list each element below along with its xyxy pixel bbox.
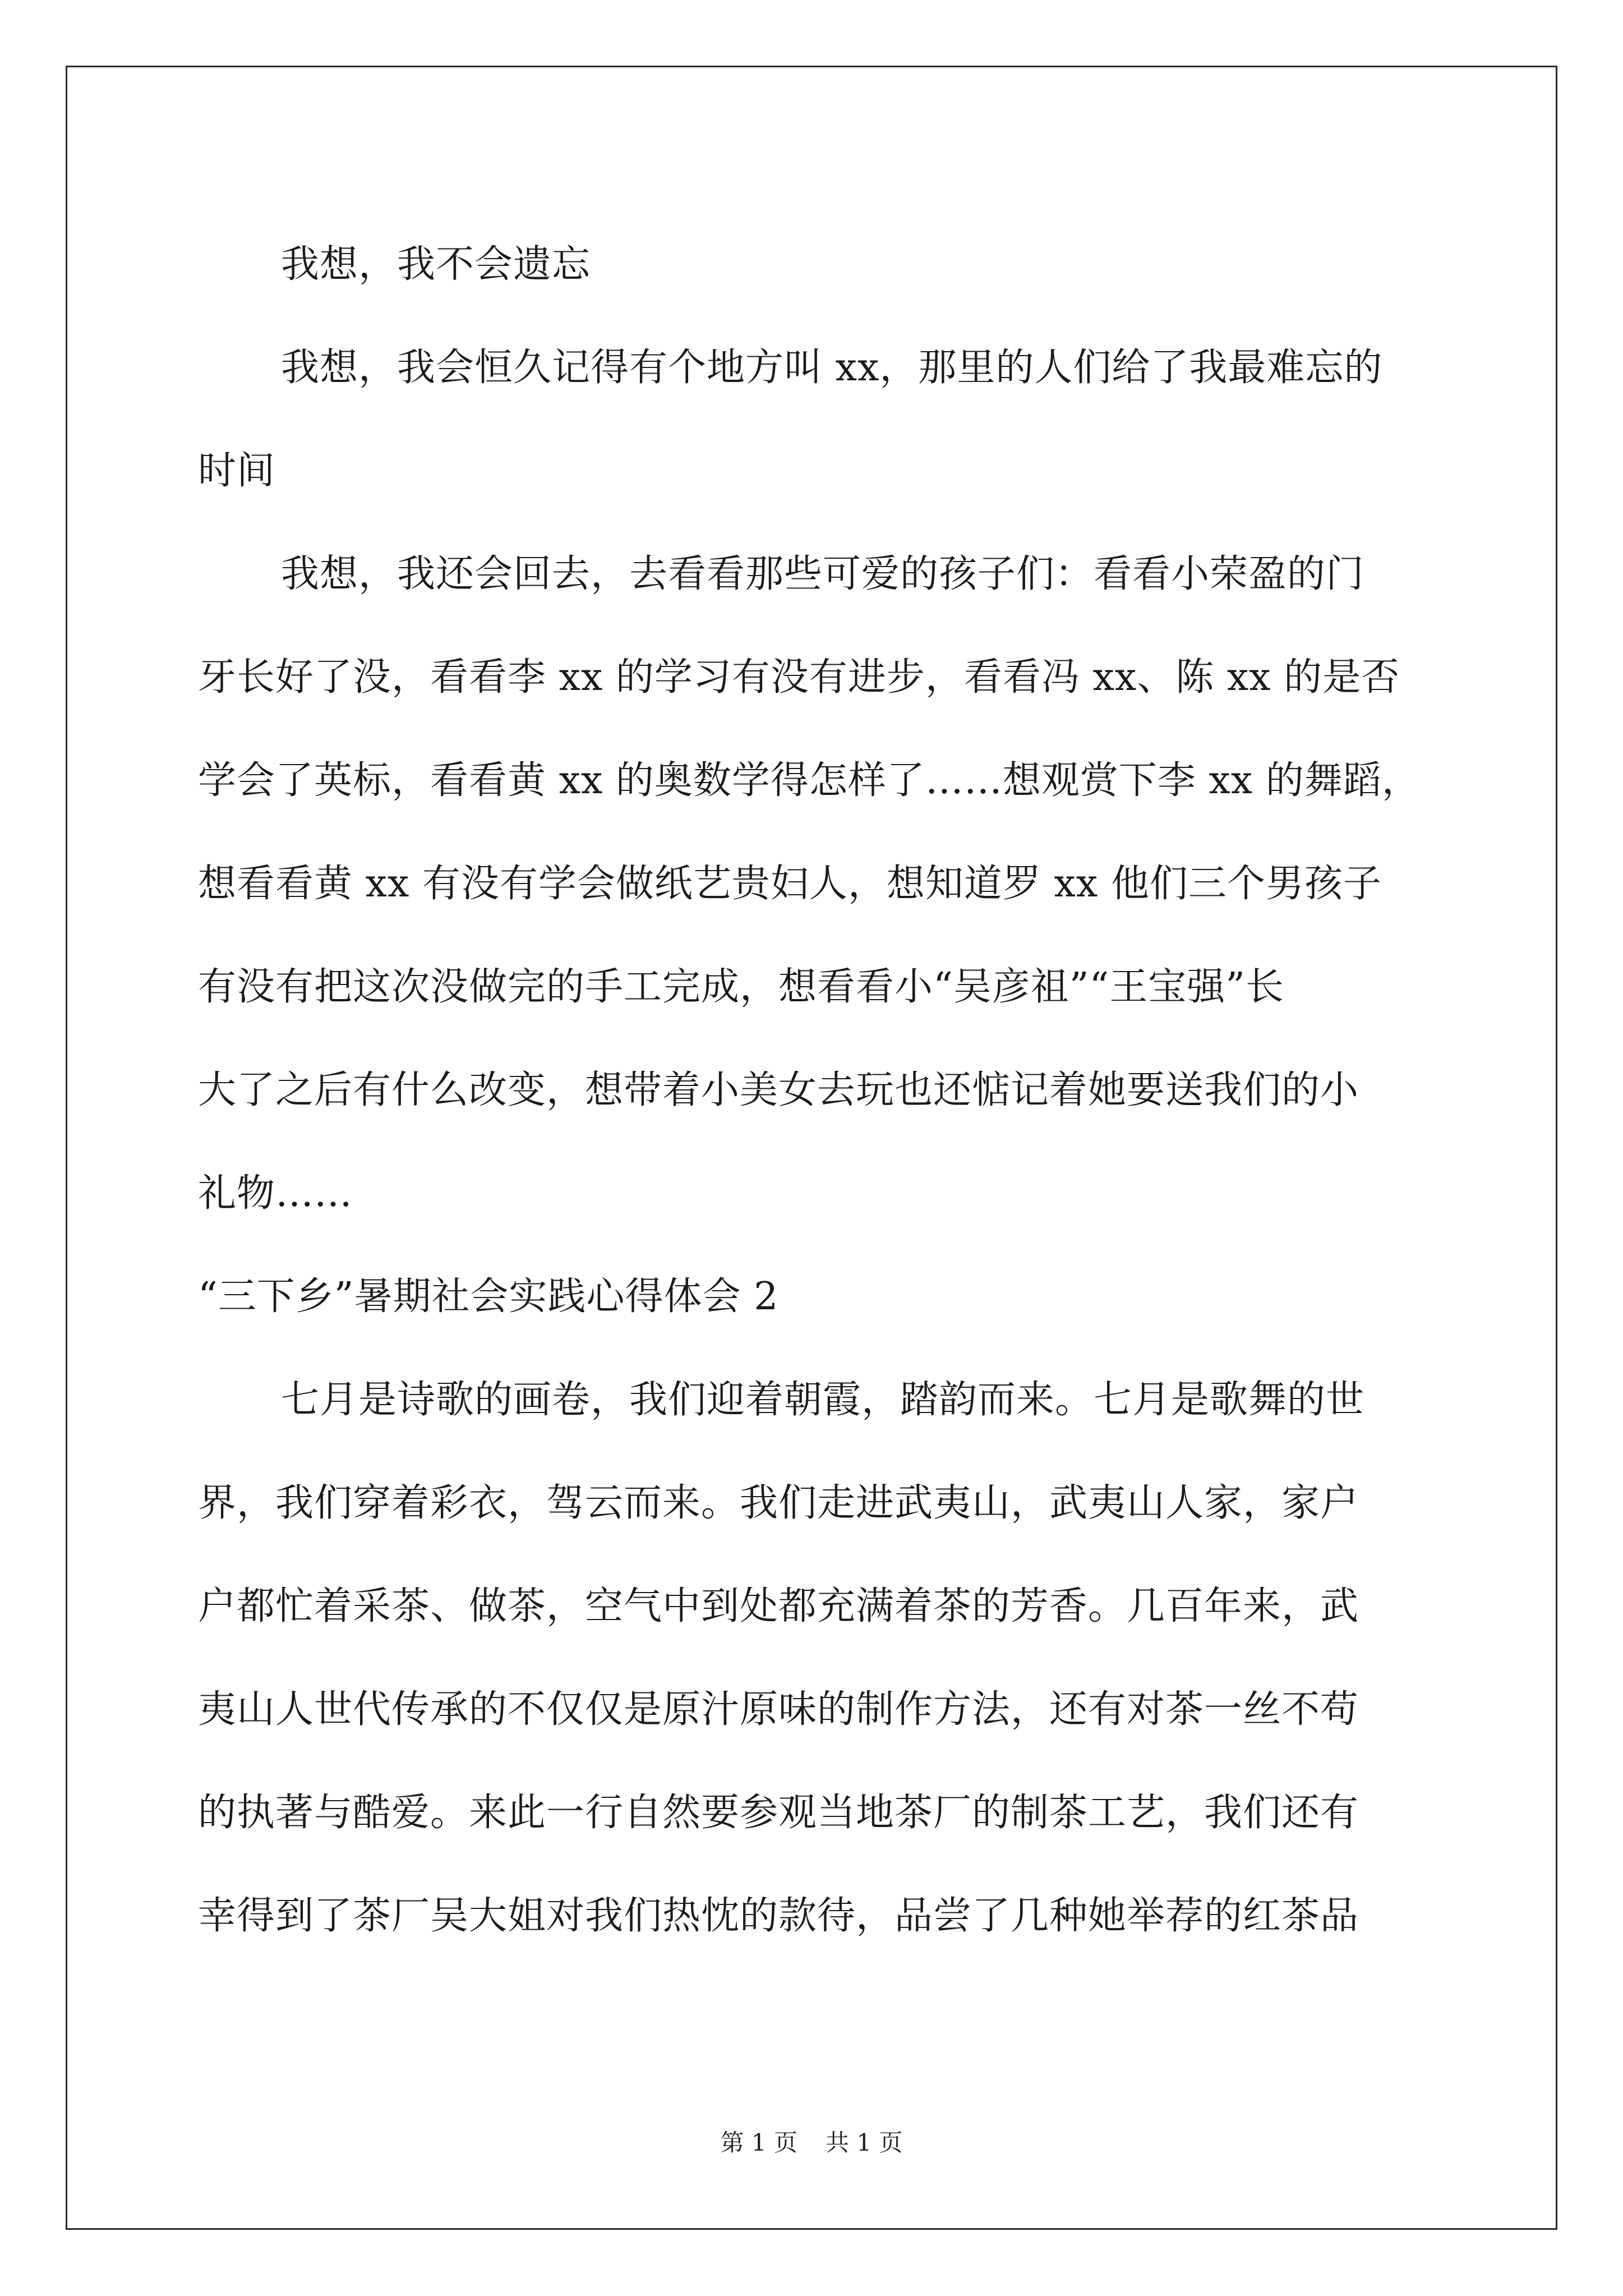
page-total: 共 1 页: [826, 2129, 903, 2156]
page-footer: [0, 2126, 1623, 2160]
paragraph-line: 的执著与酷爱。来此一行自然要参观当地茶厂的制茶工艺，我们还有: [198, 1791, 1359, 1835]
paragraph-line: 想看看黄 xx 有没有学会做纸艺贵妇人，想知道罗 xx 他们三个男孩子: [198, 862, 1382, 906]
paragraph-line: 牙长好了没，看看李 xx 的学习有没有进步，看看冯 xx、陈 xx 的是否: [198, 655, 1400, 700]
section-heading: “三下乡”暑期社会实践心得体会 2: [198, 1274, 779, 1319]
paragraph-line: 幸得到了茶厂吴大姐对我们热忱的款待，品尝了几种她举荐的红茶品: [198, 1894, 1359, 1938]
paragraph-line: 礼物……: [198, 1171, 353, 1216]
paragraph-line: 我想，我会恒久记得有个地方叫 xx，那里的人们给了我最难忘的: [281, 346, 1383, 390]
paragraph-line: 有没有把这次没做完的手工完成，想看看小“吴彦祖”“王宝强”长: [198, 965, 1285, 1009]
paragraph-line: 户都忙着采茶、做茶，空气中到处都充满着茶的芳香。几百年来，武: [198, 1584, 1359, 1628]
paragraph-line: 我想，我还会回去，去看看那些可爱的孩子们：看看小荣盈的门: [281, 552, 1365, 596]
paragraph-line: 七月是诗歌的画卷，我们迎着朝霞，踏韵而来。七月是歌舞的世: [281, 1378, 1365, 1422]
page-number: 第 1 页: [720, 2129, 797, 2156]
paragraph-line: 大了之后有什么改变，想带着小美女去玩也还惦记着她要送我们的小: [198, 1068, 1359, 1112]
paragraph-line: 夷山人世代传承的不仅仅是原汁原味的制作方法，还有对茶一丝不苟: [198, 1687, 1359, 1732]
paragraph-line: 界，我们穿着彩衣，驾云而来。我们走进武夷山，武夷山人家，家户: [198, 1481, 1359, 1525]
paragraph-line: 我想，我不会遗忘: [281, 242, 591, 287]
document-body: [198, 213, 1426, 1968]
paragraph-line: 学会了英标，看看黄 xx 的奥数学得怎样了……想观赏下李 xx 的舞蹈，: [198, 758, 1421, 803]
paragraph-line: 时间: [198, 449, 276, 493]
